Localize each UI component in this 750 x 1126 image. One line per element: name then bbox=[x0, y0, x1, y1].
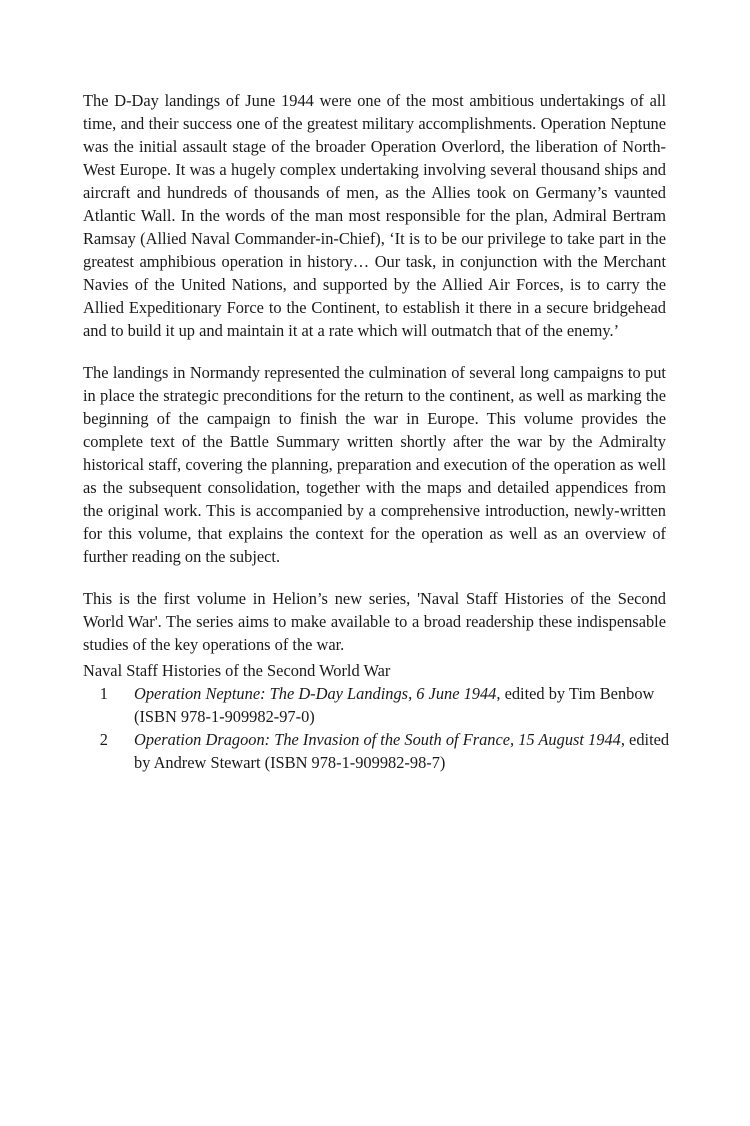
book-details: , edited by Andrew Stewart (ISBN 978-1-909982-98-7) bbox=[134, 730, 670, 772]
series-list bbox=[83, 682, 683, 774]
list-item bbox=[83, 682, 683, 728]
series-list-section bbox=[83, 659, 683, 774]
series-title: Naval Staff Histories of the Second World War bbox=[83, 661, 391, 680]
list-item bbox=[83, 728, 683, 774]
item-number: 1 bbox=[99, 684, 108, 703]
paragraph-intro: The D-Day landings of June 1944 were one of the most ambitious undertakings of all time, and their success one of the greatest military accomplishments. Operation Neptune was the initial assault stage of the broader Operation Overlord, the liberation of North-West Europe. It was a hugely complex undertaking involving several thousand ships and aircraft and hundreds of thousands of men, as the Allies took on Germany’s vaunted Atlantic Wall. In the words of the man most responsible for the plan, Admiral Bertram Ramsay (Allied Naval Commander-in-Chief), ‘It is to be our privilege to take part in the greatest amphibious operation in history… Our task, in conjunction with the Merchant Navies of the United Nations, and supported by the Allied Air Forces, is to carry the Allied Expeditionary Force to the Continent, to establish it there in a secure bridgehead and to build it up and maintain it at a rate which will outmatch that of the enemy.’ bbox=[83, 91, 666, 340]
paragraph-series: This is the first volume in Helion’s new series, 'Naval Staff Histories of the Second World War'. The series aims to make available to a broad readership these indispensable studies of the key operations of the war. bbox=[83, 589, 666, 654]
description-text bbox=[83, 89, 666, 675]
book-title: Operation Dragoon: The Invasion of the South of France, 15 August 1944 bbox=[134, 730, 621, 749]
item-entry bbox=[134, 682, 683, 728]
paragraph-normandy: The landings in Normandy represented the culmination of several long campaigns to put in place the strategic preconditions for the return to the continent, as well as marking the beginning of the campaign to finish the war in Europe. This volume provides the complete text of the Battle Summary written shortly after the war by the Admiralty historical staff, covering the planning, preparation and execution of the operation as well as the subsequent consolidation, together with the maps and detailed appendices from the original work. This is accompanied by a comprehensive introduction, newly-written for this volume, that explains the context for the operation as well as an overview of further reading on the subject. bbox=[83, 363, 666, 566]
item-number: 2 bbox=[99, 730, 108, 749]
book-title: Operation Neptune: The D-Day Landings, 6 June 1944 bbox=[134, 684, 497, 703]
item-entry bbox=[134, 728, 683, 774]
book-details: , edited by Tim Benbow (ISBN 978-1-909982-97-0) bbox=[134, 684, 655, 726]
